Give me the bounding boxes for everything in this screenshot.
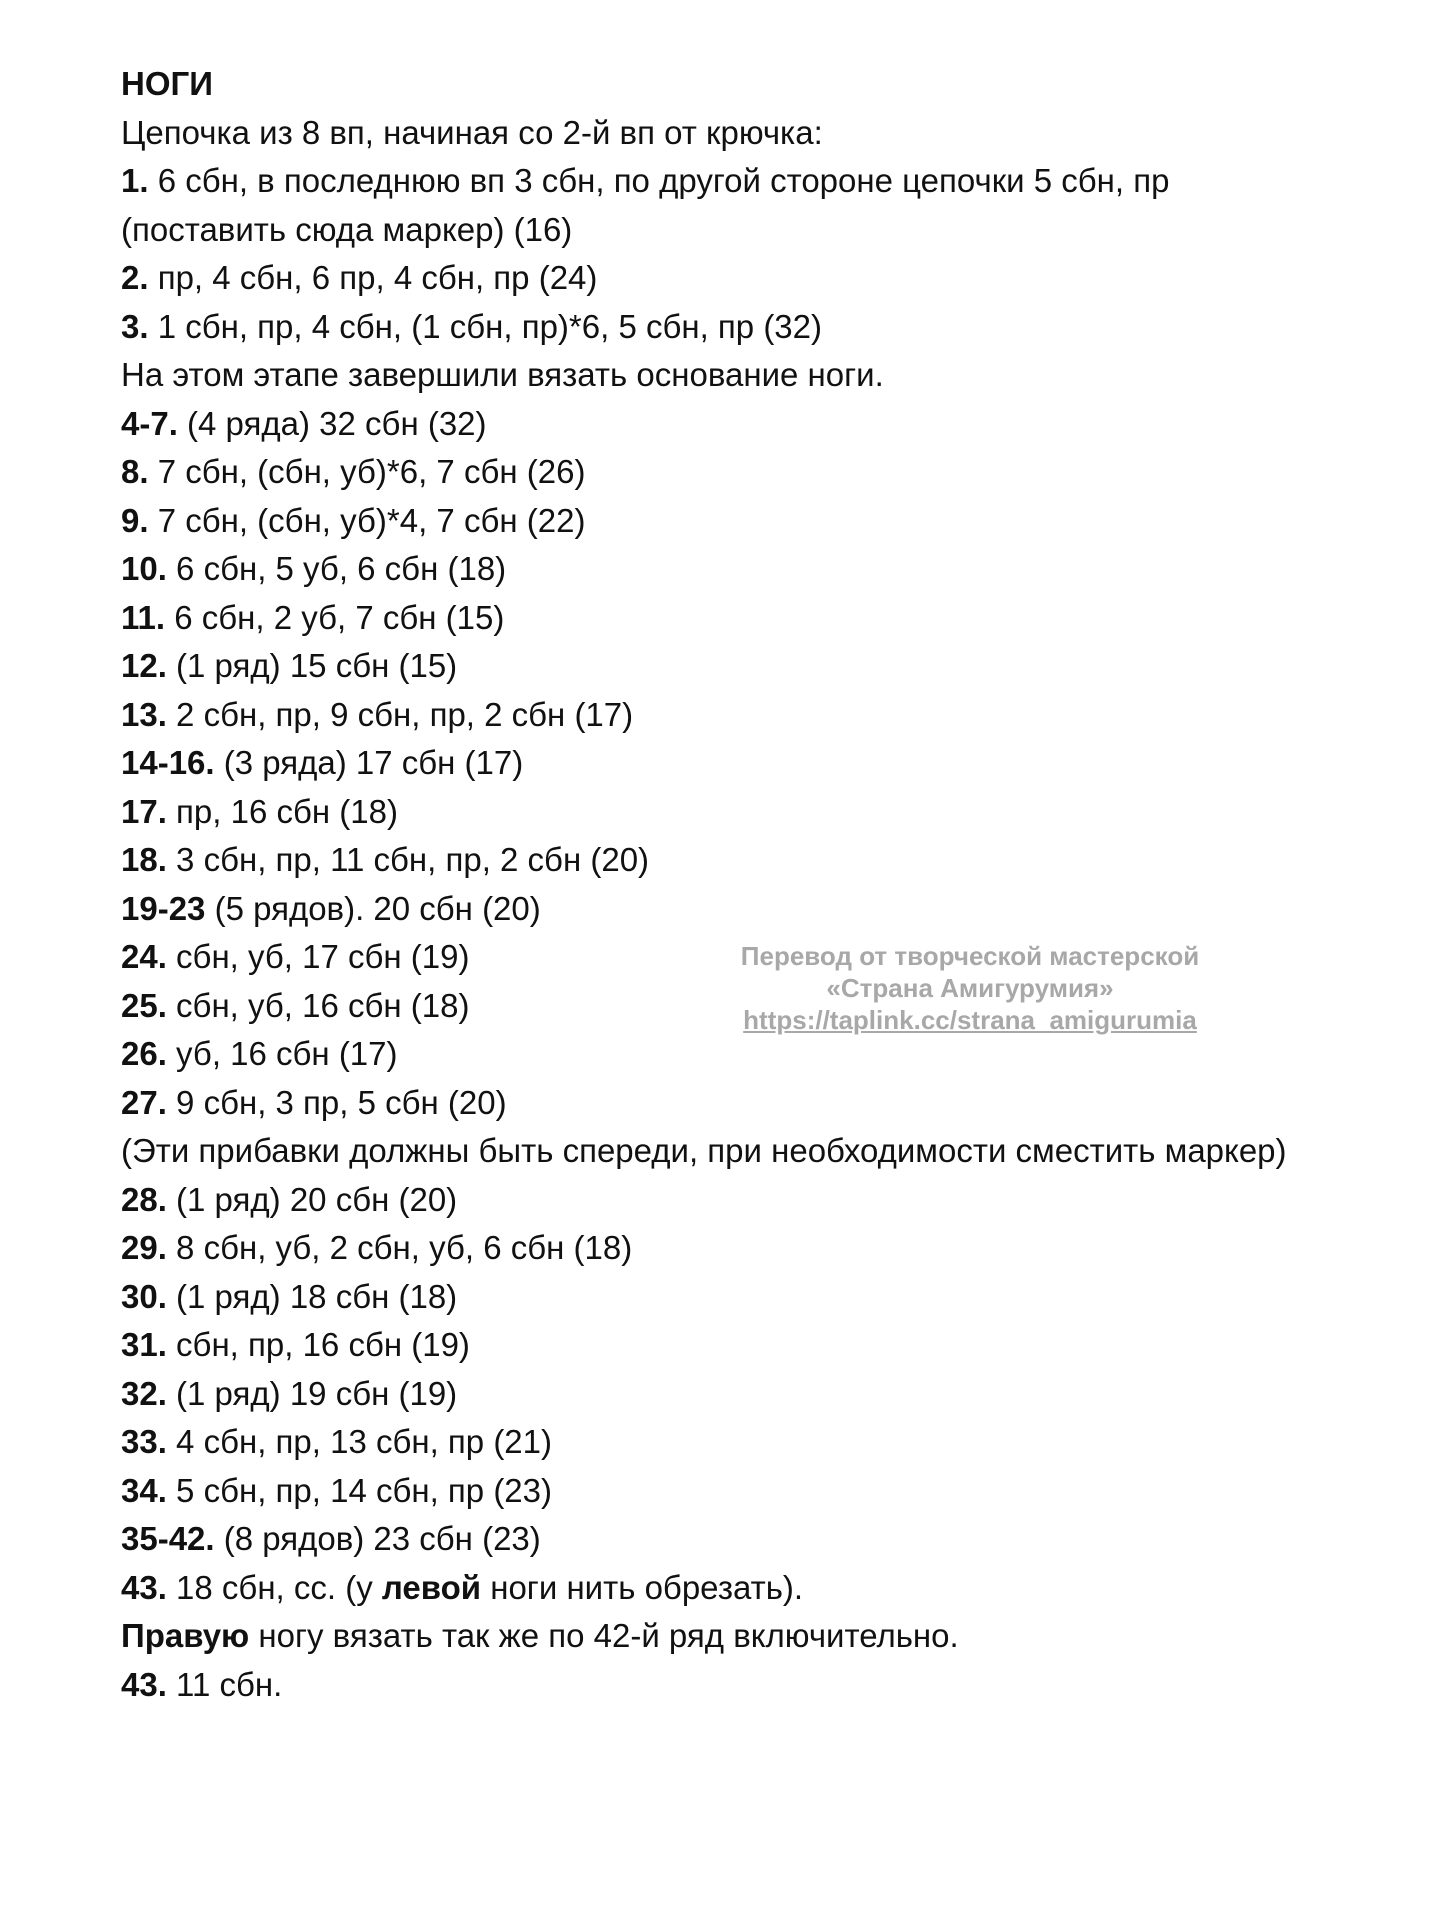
right-leg-note (121, 1612, 1341, 1661)
row-text: 5 сбн, пр, 14 сбн, пр (23) (166, 1471, 552, 1509)
row-number: 30. (121, 1277, 167, 1315)
row-8 (121, 448, 1341, 497)
row-26 (121, 1030, 1341, 1079)
row-number: 31. (121, 1326, 167, 1363)
row-2 (121, 254, 1341, 303)
row-number: 13. (121, 695, 167, 733)
row-number: 10. (121, 550, 167, 587)
row-34 (121, 1467, 1341, 1516)
row-number: 35-42. (121, 1520, 215, 1557)
row-text: 9 сбн, 3 пр, 5 сбн (20) (166, 1083, 507, 1121)
row-number: 2. (121, 259, 149, 296)
row-text: (5 рядов). 20 сбн (20) (205, 889, 541, 927)
row-17 (121, 788, 1341, 837)
pattern-document (121, 60, 1341, 1709)
row-text: 7 сбн, (сбн, уб)*4, 7 сбн (22) (148, 501, 586, 539)
row-number: 9. (121, 501, 149, 539)
row-text: (4 ряда) 32 сбн (32) (177, 404, 487, 442)
row-text: 2 сбн, пр, 9 сбн, пр, 2 сбн (17) (166, 695, 634, 733)
row-text: пр, 4 сбн, 6 пр, 4 сбн, пр (24) (148, 259, 598, 296)
row-text: 6 сбн, 2 уб, 7 сбн (15) (165, 598, 505, 636)
row-number: 4-7. (121, 404, 178, 442)
row-text: (1 ряд) 15 сбн (15) (166, 647, 458, 684)
row-number: 24. (121, 938, 167, 975)
row-text: сбн, уб, 16 сбн (18) (166, 986, 470, 1024)
row-31 (121, 1321, 1341, 1370)
row-30 (121, 1273, 1341, 1322)
row-number: 11. (121, 598, 166, 636)
watermark-link[interactable]: https://taplink.cc/strana_amigurumia (743, 1005, 1197, 1035)
note-increases: (Эти прибавки должны быть спереди, при необходимости сместить маркер) (121, 1132, 1287, 1169)
row-number: 29. (121, 1229, 167, 1266)
row-number: 43. (121, 1665, 167, 1703)
row-number: 1. (121, 162, 149, 199)
row-35-42 (121, 1515, 1341, 1564)
row-1 (121, 157, 1341, 206)
row-text: (3 ряда) 17 сбн (17) (214, 744, 524, 781)
row-4-7 (121, 400, 1341, 449)
row-9 (121, 497, 1341, 546)
row-13 (121, 691, 1341, 740)
row-text: 6 сбн, 5 уб, 6 сбн (18) (166, 550, 507, 587)
row-number: 17. (121, 792, 167, 830)
row-43-right-leg (121, 1661, 1341, 1710)
row-number: 8. (121, 453, 149, 490)
row-number: 33. (121, 1423, 167, 1460)
row-27 (121, 1079, 1341, 1128)
emphasis-left: левой (381, 1568, 482, 1606)
row-text: сбн, уб, 17 сбн (19) (166, 938, 470, 975)
row-text: 11 сбн. (166, 1665, 283, 1703)
emphasis-right: Правую (121, 1617, 250, 1654)
intro-line: Цепочка из 8 вп, начиная со 2-й вп от крючка: (121, 113, 823, 151)
row-text: (1 ряд) 18 сбн (18) (166, 1277, 458, 1315)
section-title: НОГИ (121, 65, 213, 102)
row-number: 12. (121, 647, 167, 684)
note-base: На этом этапе завершили вязать основание ноги. (121, 356, 884, 393)
row-text: уб, 16 сбн (17) (166, 1035, 398, 1072)
row-33 (121, 1418, 1341, 1467)
row-text: (1 ряд) 20 сбн (20) (166, 1180, 458, 1218)
row-text: 8 сбн, уб, 2 сбн, уб, 6 сбн (18) (166, 1229, 633, 1266)
row-text: 18 сбн, сс. (у (166, 1568, 382, 1606)
row-number: 18. (121, 841, 167, 878)
row-number: 32. (121, 1374, 167, 1412)
row-11 (121, 594, 1341, 643)
row-text: сбн, пр, 16 сбн (19) (166, 1326, 470, 1363)
row-text: пр, 16 сбн (18) (166, 792, 398, 830)
watermark-line-2: «Страна Амигурумия» (826, 973, 1114, 1003)
row-number: 43. (121, 1568, 167, 1606)
row-number: 28. (121, 1180, 167, 1218)
row-14-16 (121, 739, 1341, 788)
row-3 (121, 303, 1341, 352)
row-number: 19-23 (121, 889, 206, 927)
row-text: 4 сбн, пр, 13 сбн, пр (21) (166, 1423, 552, 1460)
row-text: ногу вязать так же по 42-й ряд включительно. (249, 1617, 959, 1654)
row-text: (8 рядов) 23 сбн (23) (214, 1520, 541, 1557)
row-18 (121, 836, 1341, 885)
row-text: 3 сбн, пр, 11 сбн, пр, 2 сбн (20) (166, 841, 650, 878)
row-text: (1 ряд) 19 сбн (19) (166, 1374, 458, 1412)
row-19-23 (121, 885, 1341, 934)
row-1-continued: (поставить сюда маркер) (16) (121, 210, 573, 248)
row-number: 27. (121, 1083, 167, 1121)
row-number: 14-16. (121, 744, 215, 781)
row-12 (121, 642, 1341, 691)
row-10 (121, 545, 1341, 594)
watermark-line-1: Перевод от творческой мастерской (740, 941, 1200, 971)
row-number: 3. (121, 307, 149, 345)
row-text: 7 сбн, (сбн, уб)*6, 7 сбн (26) (148, 453, 586, 490)
row-text: ноги нить обрезать). (481, 1568, 804, 1606)
row-43-left-leg (121, 1564, 1341, 1613)
row-text: 6 сбн, в последнюю вп 3 сбн, по другой стороне цепочки 5 сбн, пр (148, 162, 1170, 199)
translator-watermark (700, 940, 1240, 1036)
row-number: 25. (121, 986, 167, 1024)
row-text: 1 сбн, пр, 4 сбн, (1 сбн, пр)*6, 5 сбн, пр (32) (148, 307, 823, 345)
row-number: 34. (121, 1471, 167, 1509)
row-32 (121, 1370, 1341, 1419)
row-28 (121, 1176, 1341, 1225)
row-number: 26. (121, 1035, 167, 1072)
row-29 (121, 1224, 1341, 1273)
